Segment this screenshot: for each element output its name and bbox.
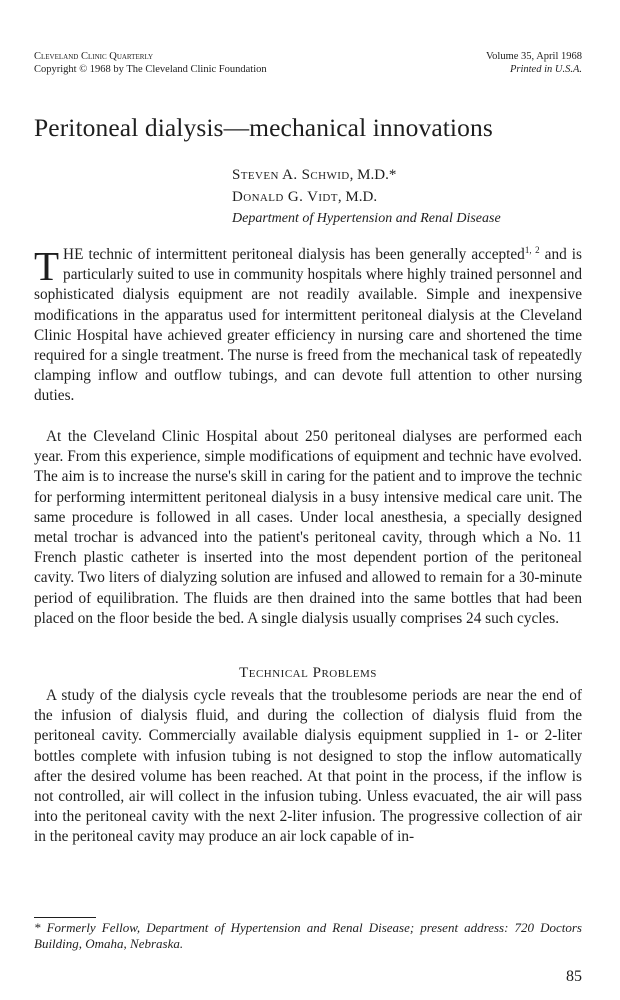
page-number: 85 bbox=[566, 968, 582, 985]
author-1-name: Steven A. Schwid bbox=[232, 167, 350, 183]
paragraph-problems-text: A study of the dialysis cycle reveals that the troublesome periods are near the end of the infusion of dialysis fluid, and during the collection of dialysis fluid from the peritoneal cavity. Commercially available dialysis equipment supplied in 1- or 2-liter bottles complete with infusion tubing is not designed to stop the inflow automatically after the desired volume has been reached. At that point in the process, if the inflow is not controlled, air will collect in the infusion tubing. Unless evacuated, the air will pass into the peritoneal cavity with the next 2-liter infusion. The progressive collection of air in the peritoneal cavity may produce an air lock capable of in- bbox=[34, 687, 582, 846]
running-header-left bbox=[34, 50, 267, 76]
author-1-degree: , M.D.* bbox=[349, 167, 397, 183]
printed-line: Printed in U.S.A. bbox=[509, 64, 582, 75]
paragraph-intro-text-b: and is particularly suited to use in community hospitals where highly trained personnel and sophisticated dialysis equipment are not readily available. Simple and inexpensive modifications in the apparatus used for intermittent peritoneal dialysis at the Cleveland Clinic Hospital have achieved greater efficiency in nursing care and shortened the time required for a single treatment. The nurse is freed from the mechanical task of repeatedly clamping inflow and outflow tubings, and can devote full attention to other nursing duties. bbox=[34, 246, 583, 405]
author-2-degree: , M.D. bbox=[337, 189, 378, 205]
department: Department of Hypertension and Renal Disease bbox=[232, 211, 501, 226]
author-2-name: Donald G. Vidt bbox=[232, 189, 338, 205]
article-title: Peritoneal dialysis—mechanical innovations bbox=[34, 113, 493, 142]
journal-name: Cleveland Clinic Quarterly bbox=[34, 51, 154, 62]
footnote: * Formerly Fellow, Department of Hypertension and Renal Disease; present address: 720 Doctors Building, Omaha, Nebraska. bbox=[34, 920, 582, 951]
paragraph-problems bbox=[34, 686, 582, 848]
author-2 bbox=[232, 186, 501, 208]
paragraph-procedure-text: At the Cleveland Clinic Hospital about 250 peritoneal dialyses are performed each year. From this experience, simple modifications of equipment and technic have evolved. The aim is to increase the nurse's skill in caring for the patient and to improve the technic for performing intermittent peritoneal dialysis in a busy intensive medical care unit. The same procedure is followed in all cases. Under local anesthesia, a specially designed metal trochar is advanced into the patient's peritoneal cavity, through which a No. 11 French plastic catheter is inserted into the most dependent portion of the peritoneal cavity. Two liters of dialyzing solution are infused and allowed to remain for a 30-minute period of equilibration. The fluids are then drained into the same bottles that had been placed on the floor beside the bed. A single dialysis usually comprises 24 such cycles. bbox=[34, 428, 582, 627]
footnote-divider bbox=[34, 917, 96, 918]
section-heading: Technical Problems bbox=[239, 665, 377, 681]
citation-superscript: 1, 2 bbox=[524, 244, 540, 255]
paragraph-intro bbox=[34, 245, 582, 407]
drop-cap: T bbox=[34, 243, 60, 289]
paragraph-intro-text-a: HE technic of intermittent peritoneal dialysis has been generally accepted bbox=[63, 246, 525, 263]
author-block bbox=[232, 164, 501, 230]
paragraph-procedure bbox=[34, 427, 582, 629]
author-1 bbox=[232, 164, 501, 186]
running-header-right bbox=[486, 50, 582, 76]
copyright-line: Copyright © 1968 by The Cleveland Clinic Foundation bbox=[34, 64, 267, 75]
volume-line: Volume 35, April 1968 bbox=[485, 51, 582, 62]
